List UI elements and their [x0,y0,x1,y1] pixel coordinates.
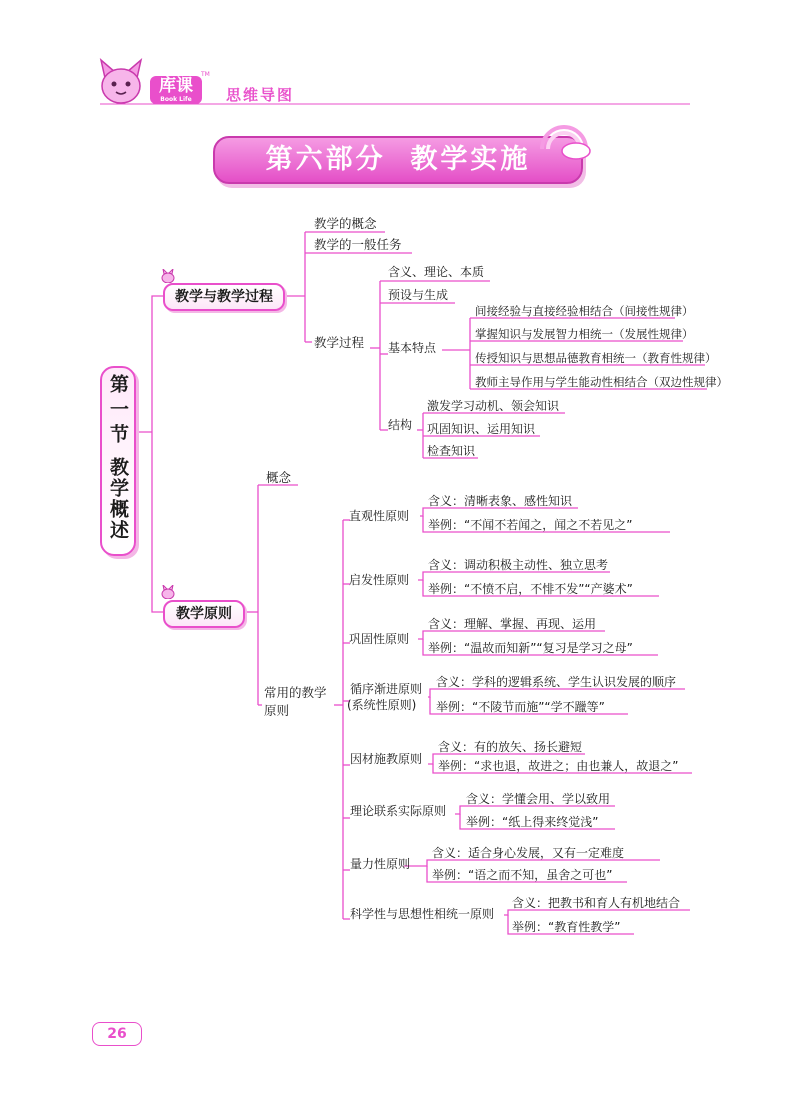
principle-name: 科学性与思想性相统一原则 [350,907,495,921]
common-principles-line2: 原则 [264,703,290,718]
trait-1: 间接经验与直接经验相结合（间接性规律） [475,304,694,318]
brand-logo [150,76,202,104]
principle-meaning: 含义：调动积极主动性、独立思考 [428,558,609,572]
bunny-icon [160,584,176,598]
section-number: 第一节 [107,374,129,449]
common-principles-line1: 常用的教学 [264,685,327,700]
principle-name: 启发性原则 [349,573,410,587]
principle-meaning: 含义：学懂会用、学以致用 [466,792,611,806]
section-title: 教学概述 [107,457,129,541]
principle-name-alt: (系统性原则) [347,698,417,712]
brand-name: 库课 [159,76,193,96]
branch-teaching-principles: 教学原则 [163,600,245,628]
brand-trademark: TM [201,71,210,78]
principle-meaning: 含义：理解、掌握、再现、运用 [428,617,597,631]
principle-name: 因材施教原则 [350,752,423,766]
item-general-tasks: 教学的一般任务 [314,237,402,252]
principle-meaning: 含义：把教书和育人有机地结合 [512,896,681,910]
structure-2: 巩固知识、运用知识 [427,422,536,436]
rainbow-cloud-icon [536,121,592,161]
principle-name: 量力性原则 [350,857,411,871]
principle-example: 举例：“不陵节而施”“学不躐等” [436,700,605,714]
bunny-icon [160,268,176,282]
rabbit-mascot-icon [95,58,147,108]
page-number: 26 [92,1022,142,1046]
principle-example: 举例：“求也退，故进之；由也兼人，故退之” [438,759,679,773]
item-teaching-process: 教学过程 [314,335,365,350]
principle-meaning: 含义：学科的逻辑系统、学生认识发展的顺序 [436,675,677,689]
structure-3: 检查知识 [427,444,476,458]
principle-example: 举例：“教育性教学” [512,920,621,934]
principle-example: 举例：“温故而知新”“复习是学习之母” [428,641,633,655]
process-traits: 基本特点 [388,341,437,355]
trait-3: 传授知识与思想品德教育相统一（教育性规律） [475,351,717,365]
principle-name: 直观性原则 [349,509,410,523]
principle-meaning: 含义：清晰表象、感性知识 [428,494,573,508]
principle-example: 举例：“纸上得来终觉浅” [466,815,599,829]
chapter-title-banner [213,136,583,184]
principle-example: 举例：“不愤不启，不悱不发”“产婆术” [428,582,633,596]
principle-meaning: 含义：有的放矢、扬长避短 [438,740,583,754]
process-structure: 结构 [388,418,413,432]
principle-name: 理论联系实际原则 [350,804,447,818]
branch-teaching-process: 教学与教学过程 [163,283,285,311]
principle-example: 举例：“不闻不若闻之，闻之不若见之” [428,518,633,532]
process-preset: 预设与生成 [388,288,449,302]
trait-2: 掌握知识与发展智力相统一（发展性规律） [475,327,694,341]
item-teaching-concept: 教学的概念 [314,216,377,231]
brand-sub: Book Life [160,96,192,103]
principle-name: 循序渐进原则 [350,682,423,696]
header-subtitle: 思维导图 [226,86,295,104]
section-box [100,366,136,556]
principle-meaning: 含义：适合身心发展，又有一定难度 [432,846,625,860]
mascot-logo [95,58,147,108]
principle-name: 巩固性原则 [349,632,410,646]
structure-1: 激发学习动机、领会知识 [427,399,560,413]
principles-concept: 概念 [266,470,292,485]
trait-4: 教师主导作用与学生能动性相结合（双边性规律） [475,375,728,389]
principle-example: 举例：“语之而不知，虽舍之可也” [432,868,613,882]
chapter-title: 第六部分 教学实施 [265,144,531,175]
process-meaning: 含义、理论、本质 [388,265,485,279]
